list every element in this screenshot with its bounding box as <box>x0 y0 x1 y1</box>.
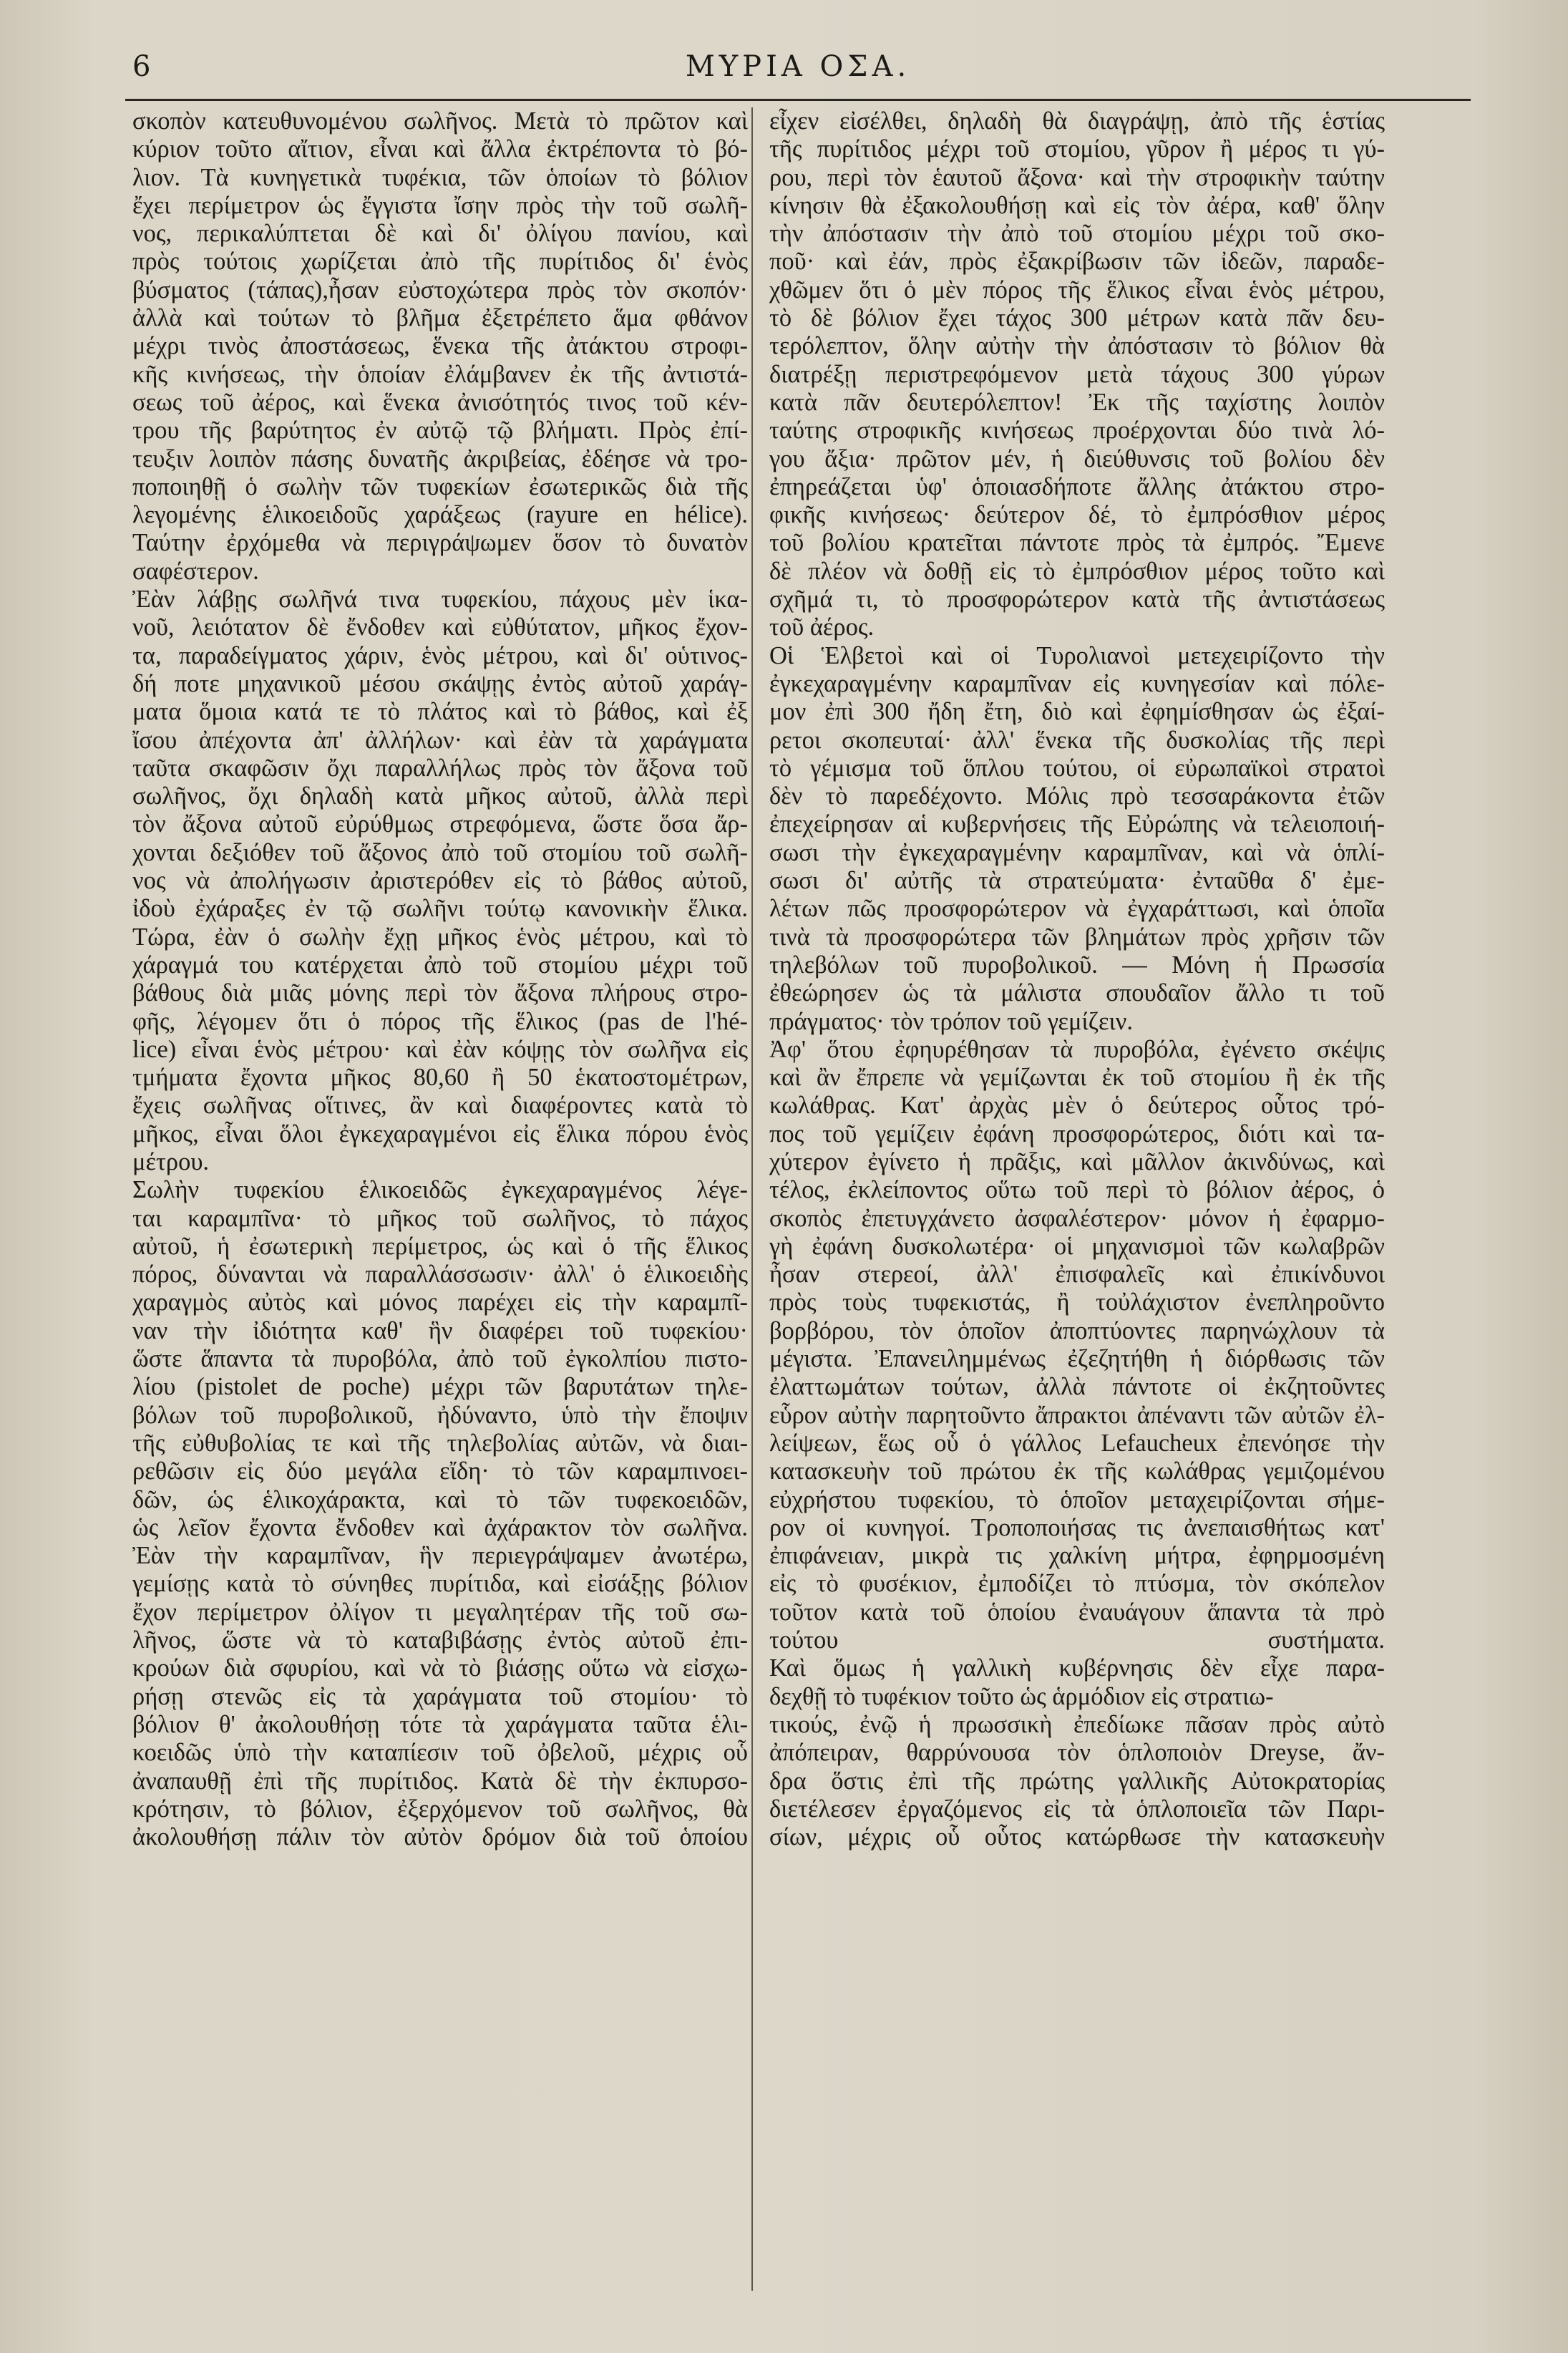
text-line: εἶχεν εἰσέλθει, δηλαδὴ θὰ διαγράψῃ, ἀπὸ τῆς ἑστίας <box>769 107 1385 135</box>
text-line: γεμίσῃς κατὰ τὸ σύνηθες πυρίτιδα, καὶ εἰσάξῃς βόλιον <box>132 1570 748 1598</box>
text-line: ὡς λεῖον ἔχοντα ἔνδοθεν καὶ ἀχάρακτον τὸν σωλῆνα. <box>132 1513 748 1541</box>
text-line: τευξιν λοιπὸν πάσης δυνατῆς ἀκριβείας, ἐδέησε νὰ τρο- <box>132 445 748 472</box>
text-line: λῆνος, ὥστε νὰ τὸ καταβιβάσῃς ἐντὸς αὐτοῦ ἐπι- <box>132 1626 748 1654</box>
text-line: εὗρον αὐτὴν παρητοῦντο ἄπρακτοι ἀπέναντι τῶν αὐτῶν ἐλ- <box>769 1401 1385 1429</box>
text-line: μον ἐπὶ 300 ἤδη ἔτη, διὸ καὶ ἐφημίσθησαν ὡς ἐξαί- <box>769 698 1385 726</box>
text-line: Οἱ Ἑλβετοὶ καὶ οἱ Τυρολιανοὶ μετεχειρίζοντο τὴν <box>769 641 1385 669</box>
text-line: λείψεων, ἕως οὗ ὁ γάλλος Lefaucheux ἐπενόησε τὴν <box>769 1429 1385 1457</box>
text-line: σωσι τὴν ἐγκεχαραγμένην καραμπῖναν, καὶ νὰ ὁπλί- <box>769 838 1385 866</box>
text-line: χάραγμά του κατέρχεται ἀπὸ τοῦ στομίου μέχρι τοῦ <box>132 951 748 979</box>
text-line: τὴν ἀπόστασιν τὴν ἀπὸ τοῦ στομίου μέχρι τοῦ σκο- <box>769 220 1385 248</box>
text-line: κρότησιν, τὸ βόλιον, ἐξερχόμενον τοῦ σωλῆνος, θὰ <box>132 1795 748 1823</box>
text-line: νος, περικαλύπτεται δὲ καὶ δι' ὀλίγου πανίου, καὶ <box>132 220 748 248</box>
text-line: χαραγμὸς αὐτὸς καὶ μόνος παρέχει εἰς τὴν καραμπῖ- <box>132 1289 748 1316</box>
text-line: δὲ πλέον νὰ δοθῇ εἰς τὸ ἐμπρόσθιον μέρος τοῦτο καὶ <box>769 557 1385 585</box>
text-line: τμήματα ἔχοντα μῆκος 80,60 ἢ 50 ἑκατοστομέτρων, <box>132 1064 748 1092</box>
text-line: τῆς εὐθυβολίας τε καὶ τῆς τηλεβολίας αὐτῶν, νὰ διαι- <box>132 1429 748 1457</box>
text-line: νοῦ, λειότατον δὲ ἔνδοθεν καὶ εὐθύτατον, μῆκος ἔχον- <box>132 613 748 641</box>
text-line: δεχθῇ τὸ τυφέκιον τοῦτο ὡς ἁρμόδιον εἰς στρατιω- <box>769 1682 1274 1710</box>
text-line: κατασκευὴν τοῦ πρώτου ἐκ τῆς κωλάθρας γεμιζομένου <box>769 1457 1385 1485</box>
text-line: δὲν τὸ παρεδέχοντο. Μόλις πρὸ τεσσαράκοντα ἐτῶν <box>769 782 1385 810</box>
page-number: 6 <box>132 50 152 83</box>
text-line: Καὶ ὅμως ἡ γαλλικὴ κυβέρνησις δὲν εἶχε παρα- <box>769 1654 1385 1682</box>
column-divider <box>751 107 753 2291</box>
text-line: ταύτης στροφικῆς κινήσεως προέρχονται δύο τινὰ λό- <box>769 417 1385 445</box>
text-line: ται καραμπῖνα· τὸ μῆκος τοῦ σωλῆνος, τὸ πάχος <box>132 1204 748 1232</box>
text-line: ρον οἱ κυνηγοί. Τροποποιήσας τις ἀνεπαισθήτως κατ' <box>769 1513 1385 1541</box>
text-line: γὴ ἐφάνη δυσκολωτέρα· οἱ μηχανισμοὶ τῶν κωλαβρῶν <box>769 1232 1385 1260</box>
text-line: τέλος, ἐκλείποντος οὕτω τοῦ περὶ τὸ βόλιον ἀέρος, ὁ <box>769 1176 1385 1204</box>
text-line: μέτρου. <box>132 1148 210 1175</box>
text-line: Ἀφ' ὅτου ἐφηυρέθησαν τὰ πυροβόλα, ἐγένετο σκέψις <box>769 1035 1385 1063</box>
text-line: ματα ὅμοια κατά τε τὸ πλάτος καὶ τὸ βάθος, καὶ ἐξ <box>132 698 748 726</box>
text-line: τοῦ ἀέρος. <box>769 613 875 641</box>
text-line: ταῦτα σκαφῶσιν ὄχι παραλλήλως πρὸς τὸν ἄξονα τοῦ <box>132 754 748 782</box>
text-line: Σωλὴν τυφεκίου ἑλικοειδῶς ἐγκεχαραγμένος λέγε- <box>132 1176 748 1204</box>
text-line: λίου (pistolet de poche) μέχρι τῶν βαρυτάτων τηλε- <box>132 1373 748 1401</box>
text-line: τρου τῆς βαρύτητος ἐν αὐτῷ τῷ βλήματι. Πρὸς ἐπί- <box>132 417 748 445</box>
text-line: κωλάθρας. Κατ' ἀρχὰς μὲν ὁ δεύτερος οὗτος τρό- <box>769 1092 1385 1120</box>
text-line: ἔχον περίμετρον ὀλίγον τι μεγαλητέραν τῆς τοῦ σω- <box>132 1598 748 1626</box>
text-line: βορβόρου, τὸν ὁποῖον ἀποπτύοντες παρηνώχλουν τὰ <box>769 1316 1385 1344</box>
text-line: φικῆς κινήσεως· δεύτερον δέ, τὸ ἐμπρόσθιον μέρος <box>769 501 1385 529</box>
text-line: πρὸς τούτοις χωρίζεται ἀπὸ τῆς πυρίτιδος δι' ἑνὸς <box>132 248 748 276</box>
text-line: ποποιηθῇ ὁ σωλὴν τῶν τυφεκίων ἐσωτερικῶς διὰ τῆς <box>132 472 748 500</box>
text-line: ἔχεις σωλῆνας οἵτινες, ἂν καὶ διαφέροντες κατὰ τὸ <box>132 1092 748 1120</box>
text-line: λιον. Τὰ κυνηγετικὰ τυφέκια, τῶν ὁποίων τὸ βόλιον <box>132 163 748 191</box>
text-line: κύριον τοῦτο αἴτιον, εἶναι καὶ ἄλλα ἐκτρέποντα τὸ βό- <box>132 135 748 163</box>
text-line: ἀκολουθήσῃ πάλιν τὸν αὐτὸν δρόμον διὰ τοῦ ὁποίου <box>132 1823 748 1851</box>
text-line: βόλιον θ' ἀκολουθήσῃ τότε τὰ χαράγματα ταῦτα ἑλι- <box>132 1710 748 1738</box>
text-line: πράγματος· τὸν τρόπον τοῦ γεμίζειν. <box>769 1007 1133 1035</box>
text-line: μέχρι τινὸς ἀποστάσεως, ἕνεκα τῆς ἀτάκτου στροφι- <box>132 332 748 360</box>
text-line: βύσματος (τάπας),ἦσαν εὐστοχώτερα πρὸς τὸν σκοπόν· <box>132 276 748 304</box>
text-line: διετέλεσεν ἐργαζόμενος εἰς τὰ ὁπλοποιεῖα τῶν Παρι- <box>769 1795 1385 1823</box>
text-line: ρου, περὶ τὸν ἑαυτοῦ ἄξονα· καὶ τὴν στροφικὴν ταύτην <box>769 163 1385 191</box>
text-line: καὶ ἂν ἔπρεπε νὰ γεμίζωνται ἐκ τοῦ στομίου ἢ ἐκ τῆς <box>769 1064 1385 1092</box>
text-line: ἦσαν στερεοί, ἀλλ' ἐπισφαλεῖς καὶ ἐπικίνδυνοι <box>769 1261 1385 1289</box>
text-line: ρήσῃ στενῶς εἰς τὰ χαράγματα τοῦ στομίου· τὸ <box>132 1682 748 1710</box>
text-line: σαφέστερον. <box>132 557 259 585</box>
text-line: ἐθεώρησεν ὡς τὰ μάλιστα σπουδαῖον ἄλλο τι τοῦ <box>769 979 1385 1007</box>
text-line: αὐτοῦ, ἡ ἐσωτερικὴ περίμετρος, ὡς καὶ ὁ τῆς ἕλικος <box>132 1232 748 1260</box>
text-line: τούτου συστήματα. <box>769 1626 1385 1654</box>
text-line: χύτερον ἐγίνετο ἡ πρᾶξις, καὶ μᾶλλον ἀκινδύνως, καὶ <box>769 1148 1385 1175</box>
text-line: τὸ δὲ βόλιον ἔχει τάχος 300 μέτρων κατὰ πᾶν δευ- <box>769 304 1385 332</box>
text-line: τερόλεπτον, ὅλην αὐτὴν τὴν ἀπόστασιν τὸ βόλιον θὰ <box>769 332 1385 360</box>
text-line: τὸν ἄξονα αὐτοῦ εὐρύθμως στρεφόμενα, ὥστε ὅσα ἄρ- <box>132 810 748 838</box>
text-line: βόλων τοῦ πυροβολικοῦ, ἠδύναντο, ὑπὸ τὴν ἔποψιν <box>132 1401 748 1429</box>
text-line: τοῦτον κατὰ τοῦ ὁποίου ἐναυάγουν ἅπαντα τὰ πρὸ <box>769 1598 1385 1626</box>
text-line: μῆκος, εἶναι ὅλοι ἐγκεχαραγμένοι εἰς ἕλικα πόρου ἑνὸς <box>132 1120 748 1148</box>
text-line: ναν τὴν ἰδιότητα καθ' ἣν διαφέρει τοῦ τυφεκίου· <box>132 1316 748 1344</box>
text-line: λεγομένης ἑλικοειδοῦς χαράξεως (rayure en hélice). <box>132 501 748 529</box>
text-line: σεως τοῦ ἀέρος, καὶ ἕνεκα ἀνισότητός τινος τοῦ κέν- <box>132 388 748 416</box>
text-line: κοειδῶς ὑπὸ τὴν καταπίεσιν τοῦ ὀβελοῦ, μέχρις οὗ <box>132 1739 748 1767</box>
text-line: βάθους διὰ μιᾶς μόνης περὶ τὸν ἄξονα πλήρους στρο- <box>132 979 748 1007</box>
text-line: σωσι δι' αὐτῆς τὰ στρατεύματα· ἐνταῦθα δ' ἐμε- <box>769 867 1385 895</box>
text-line: τα, παραδείγματος χάριν, ἑνὸς μέτρου, καὶ δι' οὑτινος- <box>132 641 748 669</box>
text-line: ποῦ· καὶ ἐάν, πρὸς ἐξακρίβωσιν τῶν ἰδεῶν, παραδε- <box>769 248 1385 276</box>
text-line: ἐπιφάνειαν, μικρὰ τις χαλκίνη μήτρα, ἐφηρμοσμένη <box>769 1542 1385 1570</box>
text-line: τοῦ βολίου κρατεῖται πάντοτε πρὸς τὰ ἐμπρός. Ἔμενε <box>769 529 1385 557</box>
text-line: πρὸς τοὺς τυφεκιστάς, ἢ τοὐλάχιστον ἐνεπληροῦντο <box>769 1289 1385 1316</box>
text-line: χθῶμεν ὅτι ὁ μὲν πόρος τῆς ἕλικος εἶναι ἑνὸς μέτρου, <box>769 276 1385 304</box>
text-line: σίων, μέχρις οὗ οὗτος κατώρθωσε τὴν κατασκευὴν <box>769 1823 1385 1851</box>
text-line: ἐπεχείρησαν αἱ κυβερνήσεις τῆς Εὐρώπης νὰ τελειοποιή- <box>769 810 1385 838</box>
text-line: κρούων διὰ σφυρίου, καὶ νὰ τὸ βιάσῃς οὕτω νὰ εἰσχω- <box>132 1654 748 1682</box>
text-line: νος νὰ ἀπολήγωσιν ἀριστερόθεν εἰς τὸ βάθος αὐτοῦ, <box>132 867 748 895</box>
text-line: δῶν, ὡς ἑλικοχάρακτα, καὶ τὸ τῶν τυφεκοειδῶν, <box>132 1485 748 1513</box>
text-line: ἴσου ἀπέχοντα ἀπ' ἀλλήλων· καὶ ἐὰν τὰ χαράγματα <box>132 726 748 754</box>
text-line: Ἐὰν τὴν καραμπῖναν, ἣν περιεγράψαμεν ἀνωτέρω, <box>132 1542 748 1570</box>
text-line: κατὰ πᾶν δευτερόλεπτον! Ἐκ τῆς ταχίστης λοιπὸν <box>769 388 1385 416</box>
text-line: εὐχρήστου τυφεκίου, τὸ ὁποῖον μεταχειρίζονται σήμε- <box>769 1485 1385 1513</box>
text-line: λέτων πῶς προσφορώτερον νὰ ἐγχαράττωσι, καὶ ὁποῖα <box>769 895 1385 923</box>
text-line: Ταύτην ἐρχόμεθα νὰ περιγράψωμεν ὅσον τὸ δυνατὸν <box>132 529 748 557</box>
text-line: ἀλλὰ καὶ τούτων τὸ βλῆμα ἐξετρέπετο ἅμα φθάνον <box>132 304 748 332</box>
text-line: δή ποτε μηχανικοῦ μέσου σκάψῃς ἐντὸς αὐτοῦ χαράγ- <box>132 669 748 697</box>
text-line: ἀπόπειραν, θαρρύνουσα τὸν ὁπλοποιὸν Dreyse, ἄν- <box>769 1739 1385 1767</box>
text-line: ἰδοὺ ἐχάραξες ἐν τῷ σωλῆνι τούτῳ κανονικὴν ἕλικα. <box>132 895 748 923</box>
text-line: διατρέξῃ περιστρεφόμενον μετὰ τάχους 300 γύρων <box>769 360 1385 388</box>
text-line: lice) εἶναι ἑνὸς μέτρου· καὶ ἐὰν κόψῃς τὸν σωλῆνα εἰς <box>132 1035 748 1063</box>
text-line: τῆς πυρίτιδος μέχρι τοῦ στομίου, γῦρον ἢ μέρος τι γύ- <box>769 135 1385 163</box>
text-line: κίνησιν θὰ ἐξακολουθήσῃ καὶ εἰς τὸν ἀέρα, καθ' ὅλην <box>769 191 1385 219</box>
text-line: τηλεβόλων τοῦ πυροβολικοῦ. — Μόνη ἡ Πρωσσία <box>769 951 1385 979</box>
text-line: χονται δεξιόθεν τοῦ ἄξονος ἀπὸ τοῦ στομίου τοῦ σωλῆ- <box>132 838 748 866</box>
text-line: σκοπὸν κατευθυνομένου σωλῆνος. Μετὰ τὸ πρῶτον καὶ <box>132 107 748 135</box>
text-line: εἰς τὸ φυσέκιον, ἐμποδίζει τὸ πτύσμα, τὸν σκόπελον <box>769 1570 1385 1598</box>
text-line: πος τοῦ γεμίζειν ἐφάνη προσφορώτερος, διότι καὶ τα- <box>769 1120 1385 1148</box>
text-line: μέγιστα. Ἐπανειλημμένως ἐζεζητήθη ἡ διόρθωσις τῶν <box>769 1345 1385 1373</box>
text-line: ἐλαττωμάτων τούτων, ἀλλὰ πάντοτε οἱ ἐκζητοῦντες <box>769 1373 1385 1401</box>
text-line: ἐγκεχαραγμένην καραμπῖναν εἰς κυνηγεσίαν καὶ πόλε- <box>769 669 1385 697</box>
text-line: κῆς κινήσεως, τὴν ὁποίαν ἐλάμβανεν ἐκ τῆς ἀντιστά- <box>132 360 748 388</box>
journal-title: ΜΥΡΙΑ ΟΣΑ. <box>685 50 911 83</box>
left-text-column <box>132 107 748 1851</box>
text-line: ρεθῶσιν εἰς δύο μεγάλα εἴδη· τὸ τῶν καραμπινοει- <box>132 1457 748 1485</box>
header-rule <box>125 99 1471 101</box>
text-line: ἐπηρεάζεται ὑφ' ὁποιασδήποτε ἄλλης ἀτάκτου στρο- <box>769 472 1385 500</box>
text-line: ἀναπαυθῇ ἐπὶ τῆς πυρίτιδος. Κατὰ δὲ τὴν ἐκπυρσο- <box>132 1767 748 1795</box>
text-line: σωλῆνος, ὄχι δηλαδὴ κατὰ μῆκος αὐτοῦ, ἀλλὰ περὶ <box>132 782 748 810</box>
text-line: ρετοι σκοπευταί· ἀλλ' ἕνεκα τῆς δυσκολίας τῆς περὶ <box>769 726 1385 754</box>
text-line: ἔχει περίμετρον ὡς ἔγγιστα ἴσην πρὸς τὴν τοῦ σωλῆ- <box>132 191 748 219</box>
text-line: τινὰ τὰ προσφορώτερα τῶν βλημάτων πρὸς χρῆσιν τῶν <box>769 923 1385 951</box>
text-line: δρα ὅστις ἐπὶ τῆς πρώτης γαλλικῆς Αὐτοκρατορίας <box>769 1767 1385 1795</box>
right-text-column <box>769 107 1385 1851</box>
text-line: Ἐὰν λάβῃς σωλῆνά τινα τυφεκίου, πάχους μὲν ἱκα- <box>132 586 748 613</box>
text-line: Τώρα, ἐὰν ὁ σωλὴν ἔχῃ μῆκος ἑνὸς μέτρου, καὶ τὸ <box>132 923 748 951</box>
text-line: σχῆμά τι, τὸ προσφορώτερον κατὰ τῆς ἀντιστάσεως <box>769 586 1385 613</box>
text-line: γου ἄξια· πρῶτον μέν, ἡ διεύθυνσις τοῦ βολίου δὲν <box>769 445 1385 472</box>
running-head <box>125 50 1471 86</box>
text-line: φῆς, λέγομεν ὅτι ὁ πόρος τῆς ἕλικος (pas de l'hé- <box>132 1007 748 1035</box>
text-line: πόρος, δύνανται νὰ παραλλάσσωσιν· ἀλλ' ὁ ἑλικοειδὴς <box>132 1261 748 1289</box>
text-line: τικούς, ἐνῷ ἡ πρωσσικὴ ἐπεδίωκε πᾶσαν πρὸς αὐτὸ <box>769 1710 1385 1738</box>
text-line: σκοπὸς ἐπετυγχάνετο ἀσφαλέστερον· μόνον ἡ ἐφαρμο- <box>769 1204 1385 1232</box>
text-line: τὸ γέμισμα τοῦ ὅπλου τούτου, οἱ εὐρωπαϊκοὶ στρατοὶ <box>769 754 1385 782</box>
text-line: ὥστε ἅπαντα τὰ πυροβόλα, ἀπὸ τοῦ ἐγκολπίου πιστο- <box>132 1345 748 1373</box>
